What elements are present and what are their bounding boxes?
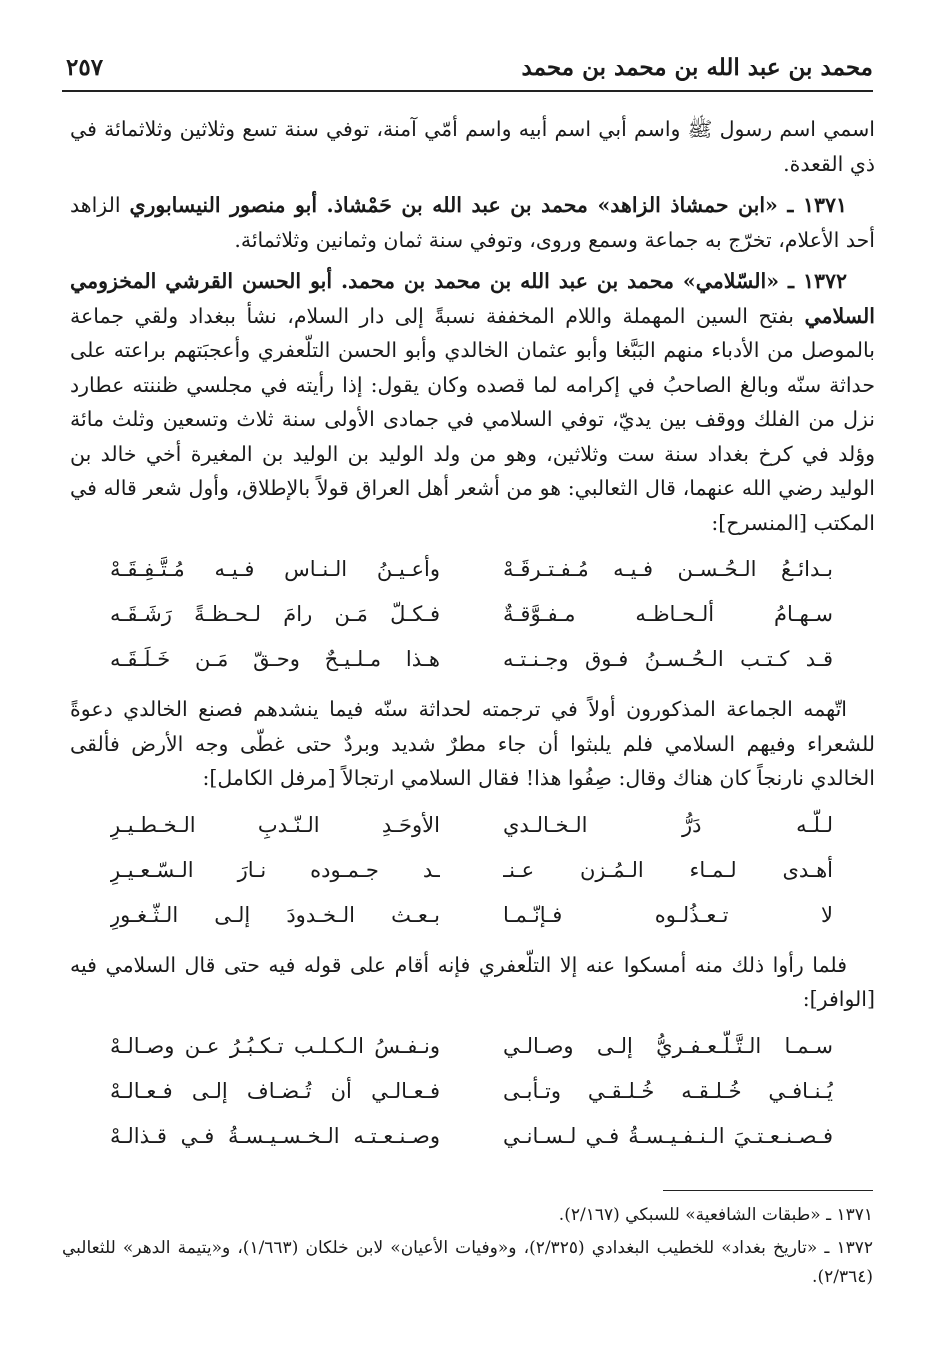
verse-first-hemistich: قـد كـتـب الـحُـسـنُ فـوق وجـنـتـه [503, 647, 833, 671]
verse-first-hemistich: يُـنـافـي خُـلـقـه خُـلـقـي وتـأبـى [503, 1078, 833, 1103]
paragraph-continuation: اسمي اسم رسول ﷺ واسم أبي اسم أبيه واسم أمّي آمنة، توفي سنة تسع وثلاثين وثلاثمائة في ذي القعدة. [70, 117, 875, 176]
verse-first-hemistich: سـهـامُ ألـحـاظـه مـفـوَّقـةٌ [503, 602, 833, 626]
footnotes [62, 1190, 873, 1296]
verse-line [70, 1069, 875, 1114]
verse-line [70, 1114, 875, 1159]
verse-line [70, 1024, 875, 1069]
verse-second-hemistich: هـذا مـلـيـحٌ وحـقّ مَـن خَـلَـقَـه [110, 647, 440, 671]
verse-line [70, 592, 875, 637]
verse-first-hemistich: لا تـعـذُلـوه فـإنّـمـا [503, 902, 833, 927]
main-text [70, 112, 875, 1169]
verse-second-hemistich: بـعـث الـخـدودَ إلـى الـثّـغـورِ [110, 902, 440, 927]
verse-second-hemistich: الأوحَـدِ الـنّـدبِ الـخـطـيـرِ [110, 812, 440, 837]
paragraph-khalidi-story: اتّهمه الجماعة المذكورون أولاً في ترجمته لحداثة سنّه فيما ينشدهم فصنع الخالدي دعوةً للشعراء وفيهم السلامي فلم يلبثوا أن جاء مطرٌ شديد وبردٌ حتى غطّى وجه الأرض فألقى الخالدي نارنجاً كان هناك وقال: صِفُوا هذا! فقال السلامي ارتجالاً [مرفل الكامل]: [70, 697, 875, 790]
verse-line [70, 893, 875, 938]
poem-wafir [70, 1024, 875, 1159]
verse-first-hemistich: بـدائـعُ الـحُـسـن فـيـه مُـفـتـرقَـهْ [503, 557, 833, 581]
footnote-1371: ١٣٧١ ـ «طبقات الشافعية» للسبكي (٢/١٦٧). [558, 1205, 873, 1225]
entry-1371-heading: ١٣٧١ ـ «ابن حمشاذ الزاهد» محمد بن عبد الله بن حَمْشاذ. أبو منصور النيسابوري [129, 193, 847, 217]
footnote-1372: ١٣٧٢ ـ «تاريخ بغداد» للخطيب البغدادي (٢/٣٢٥)، و«وفيات الأعيان» لابن خلكان (١/٦٦٣)، و«يتيمة الدهر» للثعالبي (٢/٣٦٤). [62, 1238, 873, 1287]
paragraph-talafari: فلما رأوا ذلك منه أمسكوا عنه إلا التلّعفري فإنه أقام على قوله فيه حتى قال السلامي فيه [الوافر]: [70, 952, 875, 1011]
entry-1371 [70, 188, 875, 257]
verse-second-hemistich: وأعـيـنُ الـنـاس فـيـه مُـتَّـفِـقَـهْ [110, 557, 440, 581]
verse-line [70, 547, 875, 592]
verse-second-hemistich: فـعـالـي أن تُـضـاف إلـى فـعـالـهْ [110, 1078, 440, 1103]
verse-line [70, 637, 875, 682]
poem-kamil [70, 803, 875, 938]
entry-1372-heading: ١٣٧٢ ـ «السّلامي» محمد بن عبد الله بن محمد بن محمد. أبو الحسن القرشي المخزومي السلامي [70, 269, 875, 328]
footnote-divider [663, 1190, 873, 1191]
verse-first-hemistich: أهـدى لـمـاء الـمُـزن عـنـ [503, 857, 833, 882]
verse-second-hemistich: فـكـلّ مَـن رامَ لـحـظـةً رَشَـقَـه [110, 602, 440, 626]
running-header [62, 50, 873, 92]
entry-1371-text: الزاهد أحد الأعلام، تخرّج به جماعة وسمع وروى، وتوفي سنة ثمان وثمانين وثلاثمائة. [70, 193, 875, 252]
page-number: ٢٥٧ [66, 54, 104, 81]
verse-first-hemistich: فـصـنـعـتـيَ الـنـفـيـسـةُ فـي لـسـانـي [503, 1123, 833, 1148]
verse-second-hemistich: ـد جـمـوده نـارَ الـسّـعـيـرِ [110, 857, 440, 882]
poem-munsarih [70, 547, 875, 682]
verse-first-hemistich: لـلّـه دَرُّ الـخـالـدي [503, 812, 833, 837]
verse-second-hemistich: وصـنـعـتـه الـخـسـيـسـةُ فـي قـذالـهْ [110, 1123, 440, 1148]
verse-line [70, 803, 875, 848]
verse-line [70, 848, 875, 893]
verse-first-hemistich: سـمـا الـتَّـلّـعـفـريُّ إلـى وصـالـي [503, 1033, 833, 1058]
entry-1372 [70, 264, 875, 540]
entry-1372-text: بفتح السين المهملة واللام المخففة نسبةً إلى دار السلام، نشأ ببغداد ولقي جماعة بالموصل من الأدباء منهم البَبَّغا وأبو عثمان الخالدي وأبو الحسن التلّعفري وأعجبَتهم براعته على حداثة سنّه وبالغ الصاحبُ في إكرامه لما قصده وكان يقول: إذا رأيته في مجلسي ظننته عطارد نزل من الفلك ووقف بين يديّ، توفي السلامي في جمادى الأولى سنة ثلاث وتسعين وثلث مائة وؤلد في كرخ بغداد سنة ست وثلاثين، وهو من ولد الوليد بن الوليد بن المغيرة أخي خالد بن الوليد رضي الله عنهما، قال الثعالبي: هو من أشعر أهل العراق قولاً بالإطلاق، وأول شعر قاله في المكتب [المنسرح]: [70, 303, 875, 535]
header-title: محمد بن عبد الله بن محمد بن محمد [521, 54, 873, 81]
verse-second-hemistich: ونـفـسُ الـكـلـب تـكـبُـرُ عـن وصـالـهْ [110, 1033, 440, 1058]
